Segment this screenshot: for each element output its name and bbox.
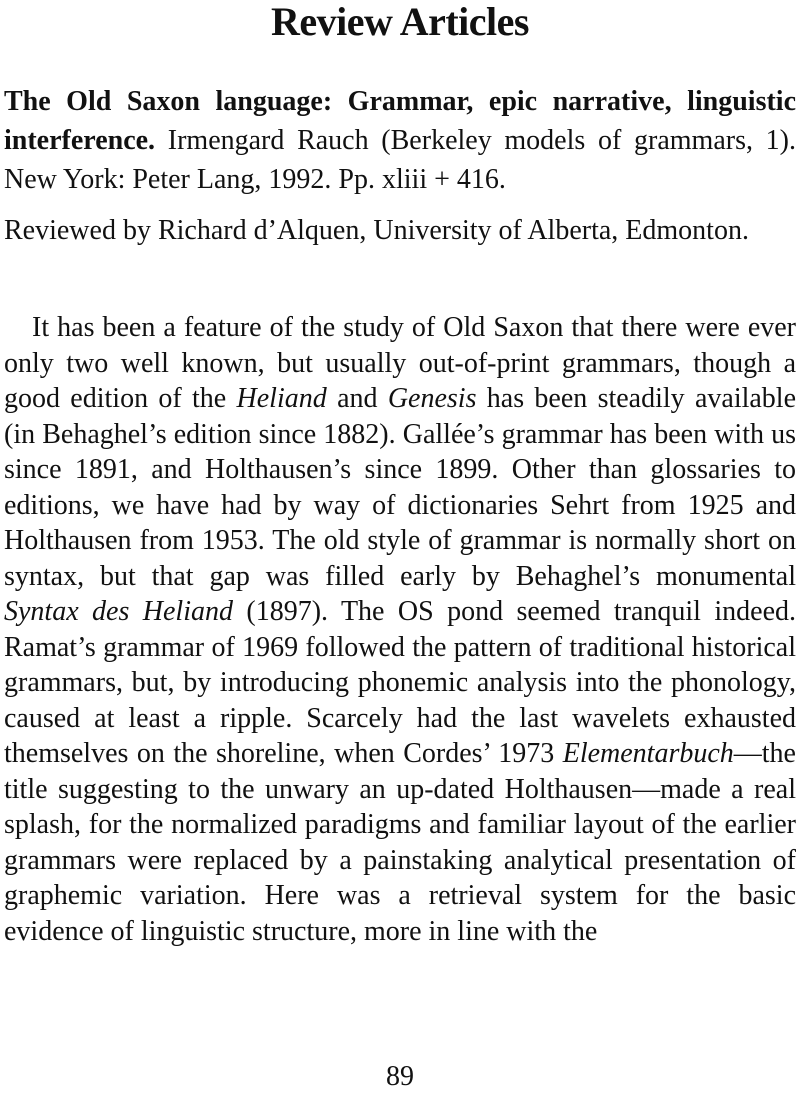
italic-title-heliand: Heliand	[236, 383, 327, 414]
review-paragraph	[4, 310, 796, 949]
reviewer-line: Reviewed by Richard d’Alquen, University of Alberta, Edmonton.	[4, 215, 749, 246]
paragraph-text-and: and	[337, 383, 378, 414]
section-heading: Review Articles	[271, 0, 529, 44]
italic-title-elementarbuch: Elementarbuch	[562, 738, 734, 769]
book-details: Irmengard Rauch (Berkeley models of grammars, 1). New York: Peter Lang, 1992. Pp. xliii + 416.	[4, 125, 796, 195]
paragraph-text-1: It has been a feature of the study of Old Saxon that there were ever only two well known, but usually out-of-print grammars, though a good edition of the	[4, 312, 796, 414]
book-title: The Old Saxon language: Grammar, epic narrative, linguistic interference.	[4, 86, 796, 156]
italic-title-syntax: Syntax des Heliand	[4, 596, 233, 627]
page-number: 89	[386, 1061, 414, 1092]
paragraph-text-2: has been steadily available (in Behaghel’s edition since 1882). Gallée’s grammar has been with us since 1891, and Holthausen’s since 1899. Other than glossaries to editions, we have had by way of dictionaries Sehrt from 1925 and Holthausen from 1953. The old style of grammar is normally short on syntax, but that gap was filled early by Behaghel’s monumental	[4, 383, 797, 592]
paragraph-text-3: (1897). The OS pond seemed tranquil indeed. Ramat’s grammar of 1969 followed the pattern of traditional historical grammars, but, by introducing phonemic analysis into the phonology, caused at least a ripple. Scarcely had the last wavelets exhausted themselves on the shoreline, when Cordes’ 1973	[4, 596, 797, 769]
italic-title-genesis: Genesis	[387, 383, 477, 414]
book-citation	[4, 82, 796, 199]
paragraph-text-4: —the title suggesting to the unwary an up-dated Holthausen—made a real splash, for the normalized paradigms and familiar layout of the earlier grammars were replaced by a painstaking analytical presentation of graphemic variation. Here was a retrieval system for the basic evidence of linguistic structure, more in line with the	[4, 738, 796, 947]
